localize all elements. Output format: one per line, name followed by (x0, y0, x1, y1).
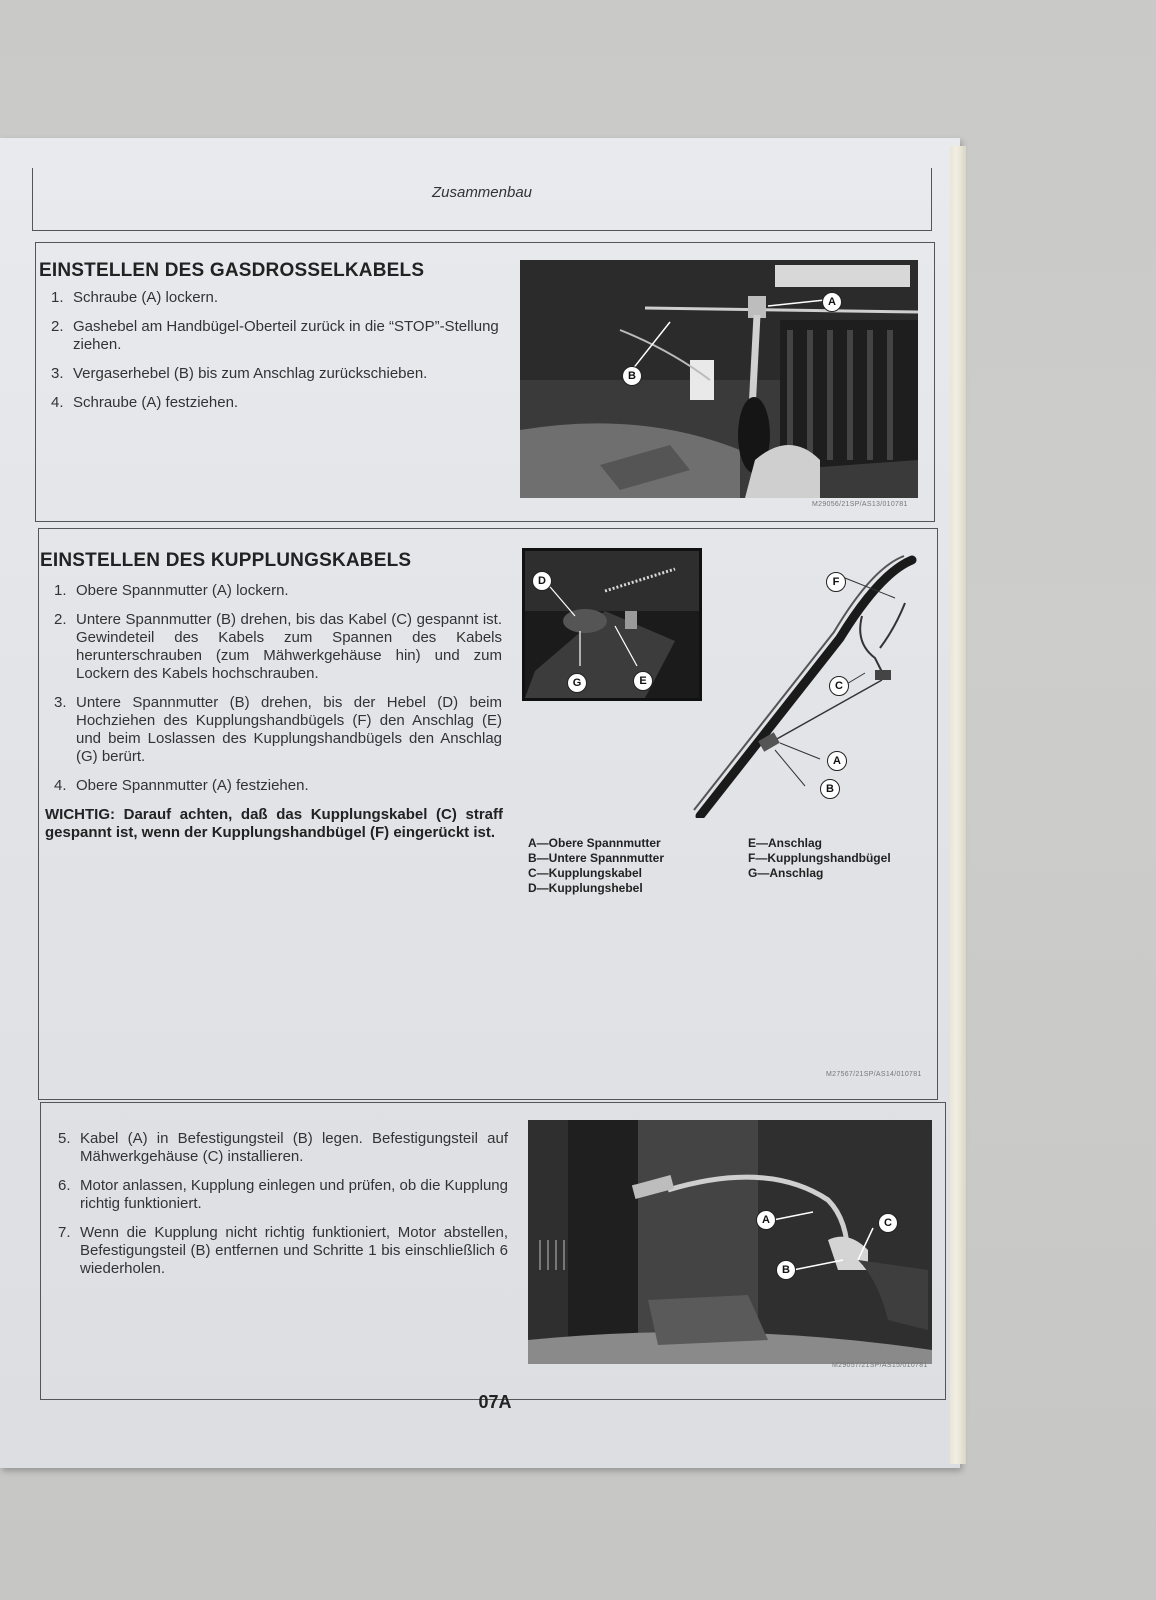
clutch-lever-photo (522, 548, 702, 701)
section2-title: EINSTELLEN DES KUPPLUNGSKABELS (40, 550, 412, 571)
clutch-install-photo (528, 1120, 932, 1364)
callout-f: F (826, 572, 846, 592)
photo-code: M29057/21SP/AS15/010781 (832, 1362, 928, 1369)
section3-steps (58, 1130, 508, 1289)
callout-e: E (633, 671, 653, 691)
callout-c3: C (878, 1213, 898, 1233)
callout-g: G (567, 673, 587, 693)
step: 4. Schraube (A) festziehen. (51, 394, 239, 411)
callout-a2: A (827, 751, 847, 771)
step: 6. Motor anlassen, Kupplung einlegen und prüfen, ob die Kupplung richtig funktioniert. (58, 1177, 508, 1212)
step: 3. Untere Spannmutter (B) drehen, bis der Hebel (D) beim Hochziehen des Kupplungshandbügels (F) den Anschlag (E) und beim Loslassen des Kupplungshandbügels den Anschlag (G) berürt. (54, 694, 502, 765)
section1-steps (51, 289, 511, 423)
section1-title: EINSTELLEN DES GASDROSSELKABELS (39, 260, 425, 281)
step: 2. Untere Spannmutter (B) drehen, bis das Kabel (C) gespannt ist. Gewindeteil des Kabels zum Spannen des Kabels herunterschrauben (zum Mähwerkgehäuse hin) und zum Lockern des Kabels hochschrauben. (54, 611, 502, 682)
step: 2. Gashebel am Handbügel-Oberteil zurück in die “STOP”-Stellung ziehen. (51, 318, 499, 353)
step: 4. Obere Spannmutter (A) festziehen. (54, 777, 309, 794)
callout-c: C (829, 676, 849, 696)
callout-b: B (622, 366, 642, 386)
install-photo-illustration (528, 1120, 932, 1364)
step: 1. Obere Spannmutter (A) lockern. (54, 582, 289, 599)
header-title: Zusammenbau (431, 184, 533, 201)
callout-a: A (822, 292, 842, 312)
photo-code: M29056/21SP/AS13/010781 (812, 501, 908, 508)
important-note: WICHTIG: Darauf achten, daß das Kupplungskabel (C) straff gespannt ist, wenn der Kupplungshandbügel (F) eingerückt ist. (45, 806, 503, 841)
throttle-photo-illustration (520, 260, 918, 498)
callout-a3: A (756, 1210, 776, 1230)
clutch-photo-illustration (525, 551, 699, 698)
clutch-cable-drawing (690, 548, 930, 818)
step: 5. Kabel (A) in Befestigungsteil (B) legen. Befestigungsteil auf Mähwerkgehäuse (C) installieren. (58, 1130, 508, 1165)
legend-right: E—Anschlag F—Kupplungshandbügel G—Anschlag (748, 836, 891, 880)
page-stack-edge (950, 146, 966, 1464)
page-number: 07A (478, 1392, 512, 1412)
callout-d: D (532, 571, 552, 591)
callout-b3: B (776, 1260, 796, 1280)
section2-steps (54, 582, 502, 806)
throttle-cable-photo (520, 260, 918, 498)
page-header (32, 168, 932, 231)
step: 1. Schraube (A) lockern. (51, 289, 219, 306)
photo-code: M27567/21SP/AS14/010781 (826, 1071, 922, 1078)
step: 3. Vergaserhebel (B) bis zum Anschlag zurückschieben. (51, 365, 428, 382)
step: 7. Wenn die Kupplung nicht richtig funktioniert, Motor abstellen, Befestigungsteil (B) entfernen und Schritte 1 bis einschließlich 6 wiederholen. (58, 1224, 508, 1277)
callout-b2: B (820, 779, 840, 799)
legend-left: A—Obere Spannmutter B—Untere Spannmutter C—Kupplungskabel D—Kupplungshebel (528, 836, 665, 895)
